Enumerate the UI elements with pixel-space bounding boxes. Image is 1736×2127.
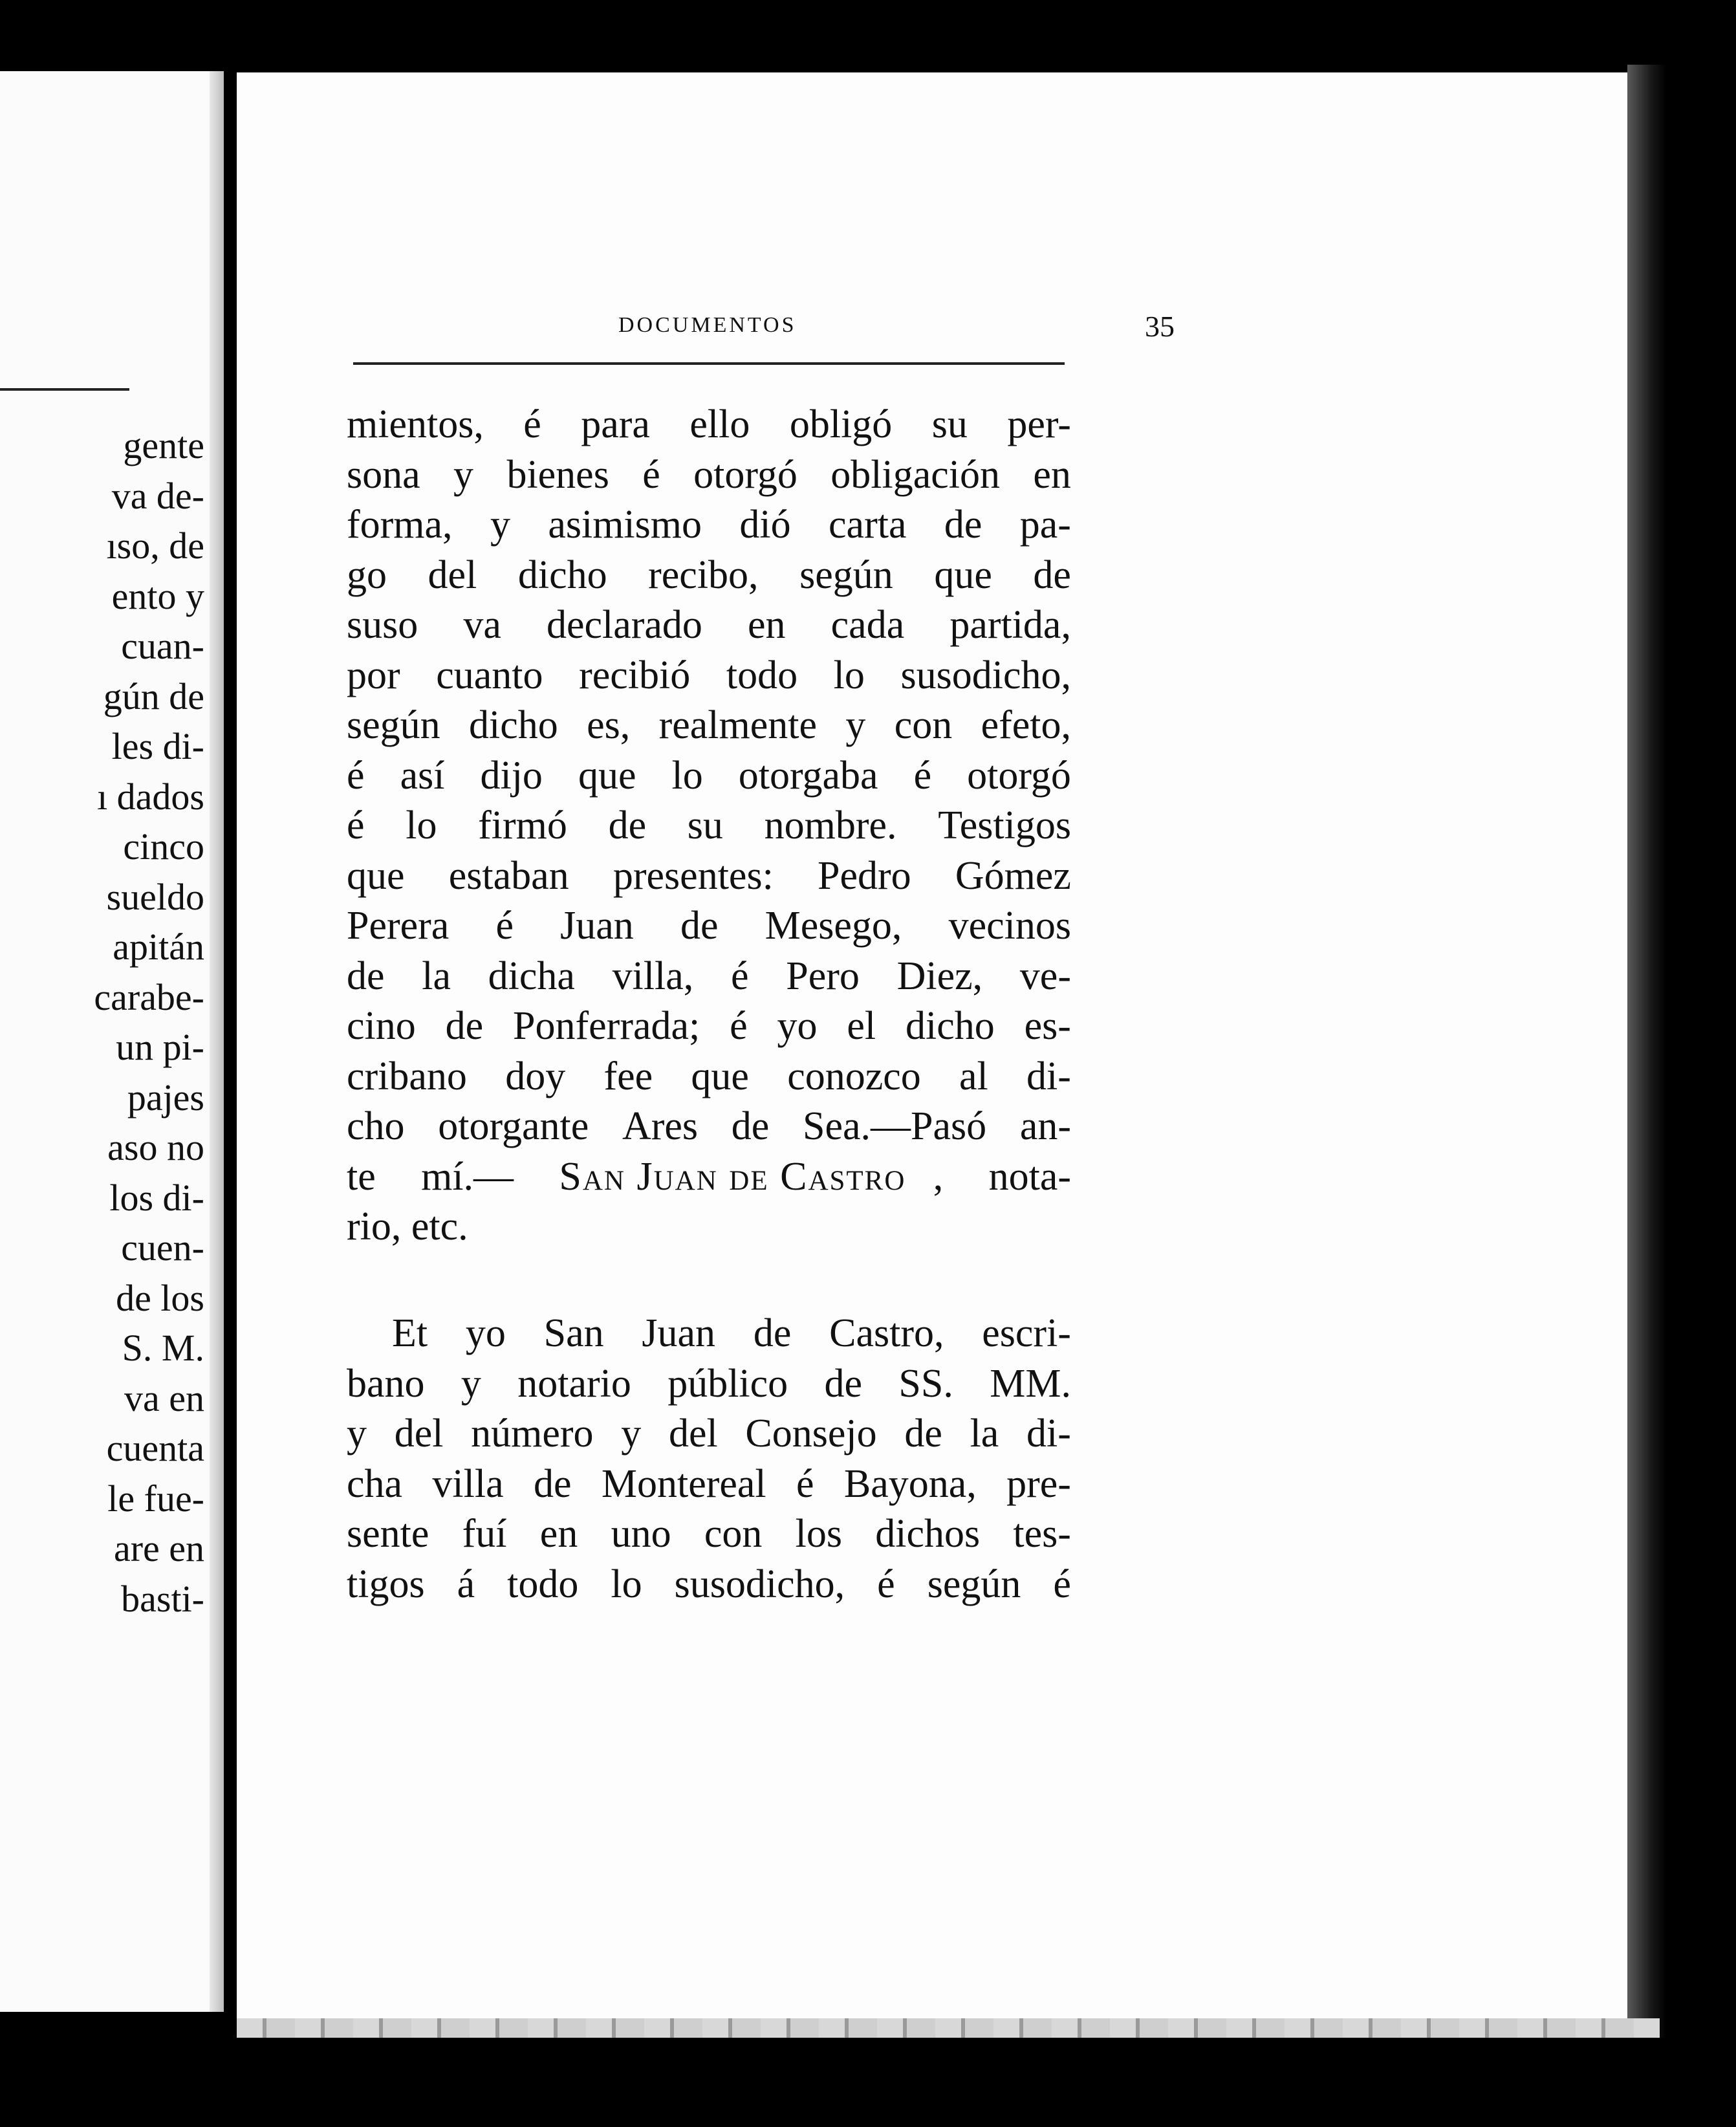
word: para [581,402,650,446]
left-text-line: un pi- [116,1026,204,1068]
word: mí.— [421,1154,514,1199]
word: la [422,954,451,998]
left-text-line: aso no [107,1126,204,1168]
book-edge [1627,65,1666,2038]
left-text-line: ı dados [97,775,204,818]
word: que [578,753,636,798]
word: de [944,503,982,547]
left-text-line: les di- [111,725,204,767]
word: otorgante [438,1104,589,1148]
word: y [461,1361,481,1406]
word: cada [830,603,905,647]
word: su [931,402,968,446]
word: su [687,803,723,847]
word: declarado [546,603,702,647]
word: del [394,1412,444,1456]
word: de [731,1104,770,1148]
text-line [347,901,1071,952]
word: de [608,803,647,847]
word: lo [671,753,703,798]
word: Ares [622,1104,699,1148]
text-line [347,551,1071,601]
word: , [933,1154,944,1199]
word: di- [1026,1054,1071,1098]
word: é [731,954,749,998]
word: Diez, [896,954,983,998]
word: fee [603,1054,653,1098]
word: Perera [347,904,450,948]
text-line [347,651,1071,701]
page-number: 35 [1145,310,1175,343]
header-rule [353,362,1065,365]
word: notario [517,1361,631,1406]
text-line [347,400,1071,450]
left-text-line: cinco [123,825,204,867]
word: del [668,1412,718,1456]
word: de [1033,552,1071,597]
left-text-line: de los [116,1276,204,1319]
word: va [463,603,501,647]
word: que [691,1054,749,1098]
word: Consejo [745,1412,877,1456]
word: presentes: [613,853,774,898]
word: obligó [789,402,893,446]
word: lo [406,803,437,847]
word: dijo [480,753,543,798]
body-text [347,400,1071,1609]
left-text-line: pajes [127,1076,204,1118]
word: forma, [347,503,453,547]
word: vecinos [948,904,1071,948]
word: de [680,904,719,948]
text-line [347,701,1071,751]
left-gutter-shadow [210,71,224,2012]
text-line [347,1409,1071,1459]
word: é [347,803,365,847]
word: Pedro [818,853,911,898]
word: di- [1026,1412,1071,1456]
word: fuí [462,1512,507,1556]
left-page-text [94,420,204,1624]
text-line [347,1459,1071,1510]
word: cribano [347,1054,467,1098]
word: lo [833,653,865,697]
word: é [913,753,932,798]
word: é [796,1461,814,1506]
word: villa [432,1461,504,1506]
text-line [347,600,1071,651]
word: Gómez [955,853,1071,898]
word: susodicho, [674,1562,845,1606]
word: Montereal [601,1461,766,1506]
word: yo [465,1311,506,1355]
word: y [845,703,866,747]
word: doy [505,1054,566,1098]
text-line [347,500,1071,551]
word: yo [777,1004,818,1048]
word: te [347,1154,376,1199]
word: conozco [787,1054,921,1098]
left-text-line: va de- [111,474,204,517]
word: de [904,1412,942,1456]
word: go [347,552,387,597]
left-text-line: ento y [111,574,204,617]
text-line [347,1001,1071,1052]
word: é [642,452,660,497]
word: Juan [642,1311,716,1355]
text-line [347,1509,1071,1560]
word: é [523,402,541,446]
word: así [400,753,445,798]
left-text-line: gún de [103,675,204,717]
word: San [543,1311,604,1355]
word: escri- [982,1311,1071,1355]
left-page [0,71,224,2012]
text-line [347,1102,1071,1152]
word: en [539,1512,578,1556]
word: obligación [830,452,1001,497]
word: asimismo [548,503,702,547]
word: dió [739,503,791,547]
left-text-line: S. M. [122,1327,204,1369]
word: y [490,503,510,547]
word: firmó [478,803,567,847]
word: los [795,1512,843,1556]
word: é [1053,1562,1071,1606]
text-line [347,851,1071,902]
word: dicho [469,703,558,747]
left-text-line: le fue- [107,1477,204,1520]
word: dicha [488,954,575,998]
signature-name: San Juan de Castro [559,1154,906,1199]
left-text-line: apitán [113,926,204,968]
word: Et [392,1311,428,1355]
word: uno [611,1512,671,1556]
word: é [730,1004,748,1048]
word: del [428,552,477,597]
word: según [927,1562,1021,1606]
word: que [934,552,992,597]
word: recibió [579,653,691,697]
word: de [347,954,385,998]
word: en [748,603,786,647]
left-text-line: ıso, de [106,525,204,567]
word: ello [689,402,750,446]
word: es, [587,703,631,747]
word: carta [829,503,907,547]
left-text-line: sueldo [106,875,204,918]
word: per- [1007,402,1071,446]
left-header-rule [0,388,129,391]
paragraph-gap [347,1252,1071,1303]
running-head [353,310,1175,352]
text-line [347,1152,1071,1203]
word: é [877,1562,895,1606]
word: MM. [990,1361,1071,1406]
right-page [237,72,1627,2026]
left-text-line: los di- [109,1176,204,1219]
word: bienes [506,452,609,497]
word: tigos [347,1562,425,1606]
word: rio, etc. [347,1205,468,1249]
left-text-line: gente [123,424,204,466]
text-line [347,1309,1071,1359]
word: susodicho, [900,653,1071,697]
left-text-line: cuenta [106,1427,204,1469]
word: cho [347,1104,405,1148]
text-line [347,1560,1071,1610]
left-text-line: cuan- [121,625,204,667]
word: pa- [1019,503,1071,547]
word: de [824,1361,863,1406]
word: por [347,653,400,697]
word: y [347,1412,367,1456]
word: recibo, [648,552,759,597]
word: tes- [1013,1512,1071,1556]
left-text-line: cuen- [121,1227,204,1269]
text-line [347,952,1071,1002]
word: suso [347,603,418,647]
word: con [704,1512,763,1556]
word: nota- [988,1154,1071,1199]
word: de [753,1311,792,1355]
word: y [621,1412,642,1456]
word: número [471,1412,594,1456]
word: en [1033,452,1071,497]
word: Mesego, [765,904,902,948]
word: é [495,904,514,948]
word: dicho [906,1004,995,1048]
word: todo [507,1562,579,1606]
word: otorgaba [738,753,878,798]
word: que [347,853,405,898]
word: sente [347,1512,429,1556]
text-line [347,450,1071,501]
paragraph-gap [347,1302,1071,1309]
word: cuanto [436,653,543,697]
left-text-line: basti- [121,1577,204,1620]
word: el [847,1004,876,1048]
word: bano [347,1361,425,1406]
word: Bayona, [843,1461,977,1506]
word: realmente [658,703,817,747]
word: público [667,1361,788,1406]
word: sona [347,452,420,497]
word: Castro, [829,1311,944,1355]
word: SS. [898,1361,953,1406]
word: dichos [875,1512,981,1556]
text-line [347,801,1071,851]
text-line [347,1359,1071,1410]
word: de [533,1461,572,1506]
text-line [347,1202,1071,1252]
running-title: DOCUMENTOS [618,313,797,337]
word: dicho [517,552,607,597]
word: según [347,703,440,747]
word: la [970,1412,999,1456]
word: con [894,703,953,747]
text-line [347,1052,1071,1102]
word: Sea.—Pasó [802,1104,987,1148]
word: y [453,452,474,497]
word: partida, [949,603,1071,647]
page-bottom-edge [237,2018,1660,2038]
word: Testigos [938,803,1071,847]
word: pre- [1006,1461,1071,1506]
word: de [445,1004,484,1048]
word: Pero [786,954,860,998]
word: an- [1019,1104,1071,1148]
word: otorgó [693,452,797,497]
word: al [959,1054,988,1098]
word: Ponferrada; [513,1004,700,1048]
word: nombre. [764,803,897,847]
word: según [799,552,893,597]
word: cino [347,1004,416,1048]
word: otorgó [967,753,1071,798]
word: todo [726,653,798,697]
word: villa, [612,954,694,998]
word: cha [347,1461,403,1506]
word: mientos, [347,402,484,446]
word: estaban [448,853,569,898]
paragraph-2 [347,1309,1071,1609]
left-text-line: va en [124,1377,204,1419]
word: ve- [1019,954,1071,998]
text-line [347,751,1071,802]
word: efeto, [981,703,1071,747]
left-text-line: are en [113,1527,204,1569]
word: lo [611,1562,642,1606]
word: é [347,753,365,798]
word: á [457,1562,475,1606]
word: Juan [560,904,634,948]
left-text-line: carabe- [94,976,204,1018]
paragraph-1 [347,400,1071,1152]
word: es- [1024,1004,1071,1048]
